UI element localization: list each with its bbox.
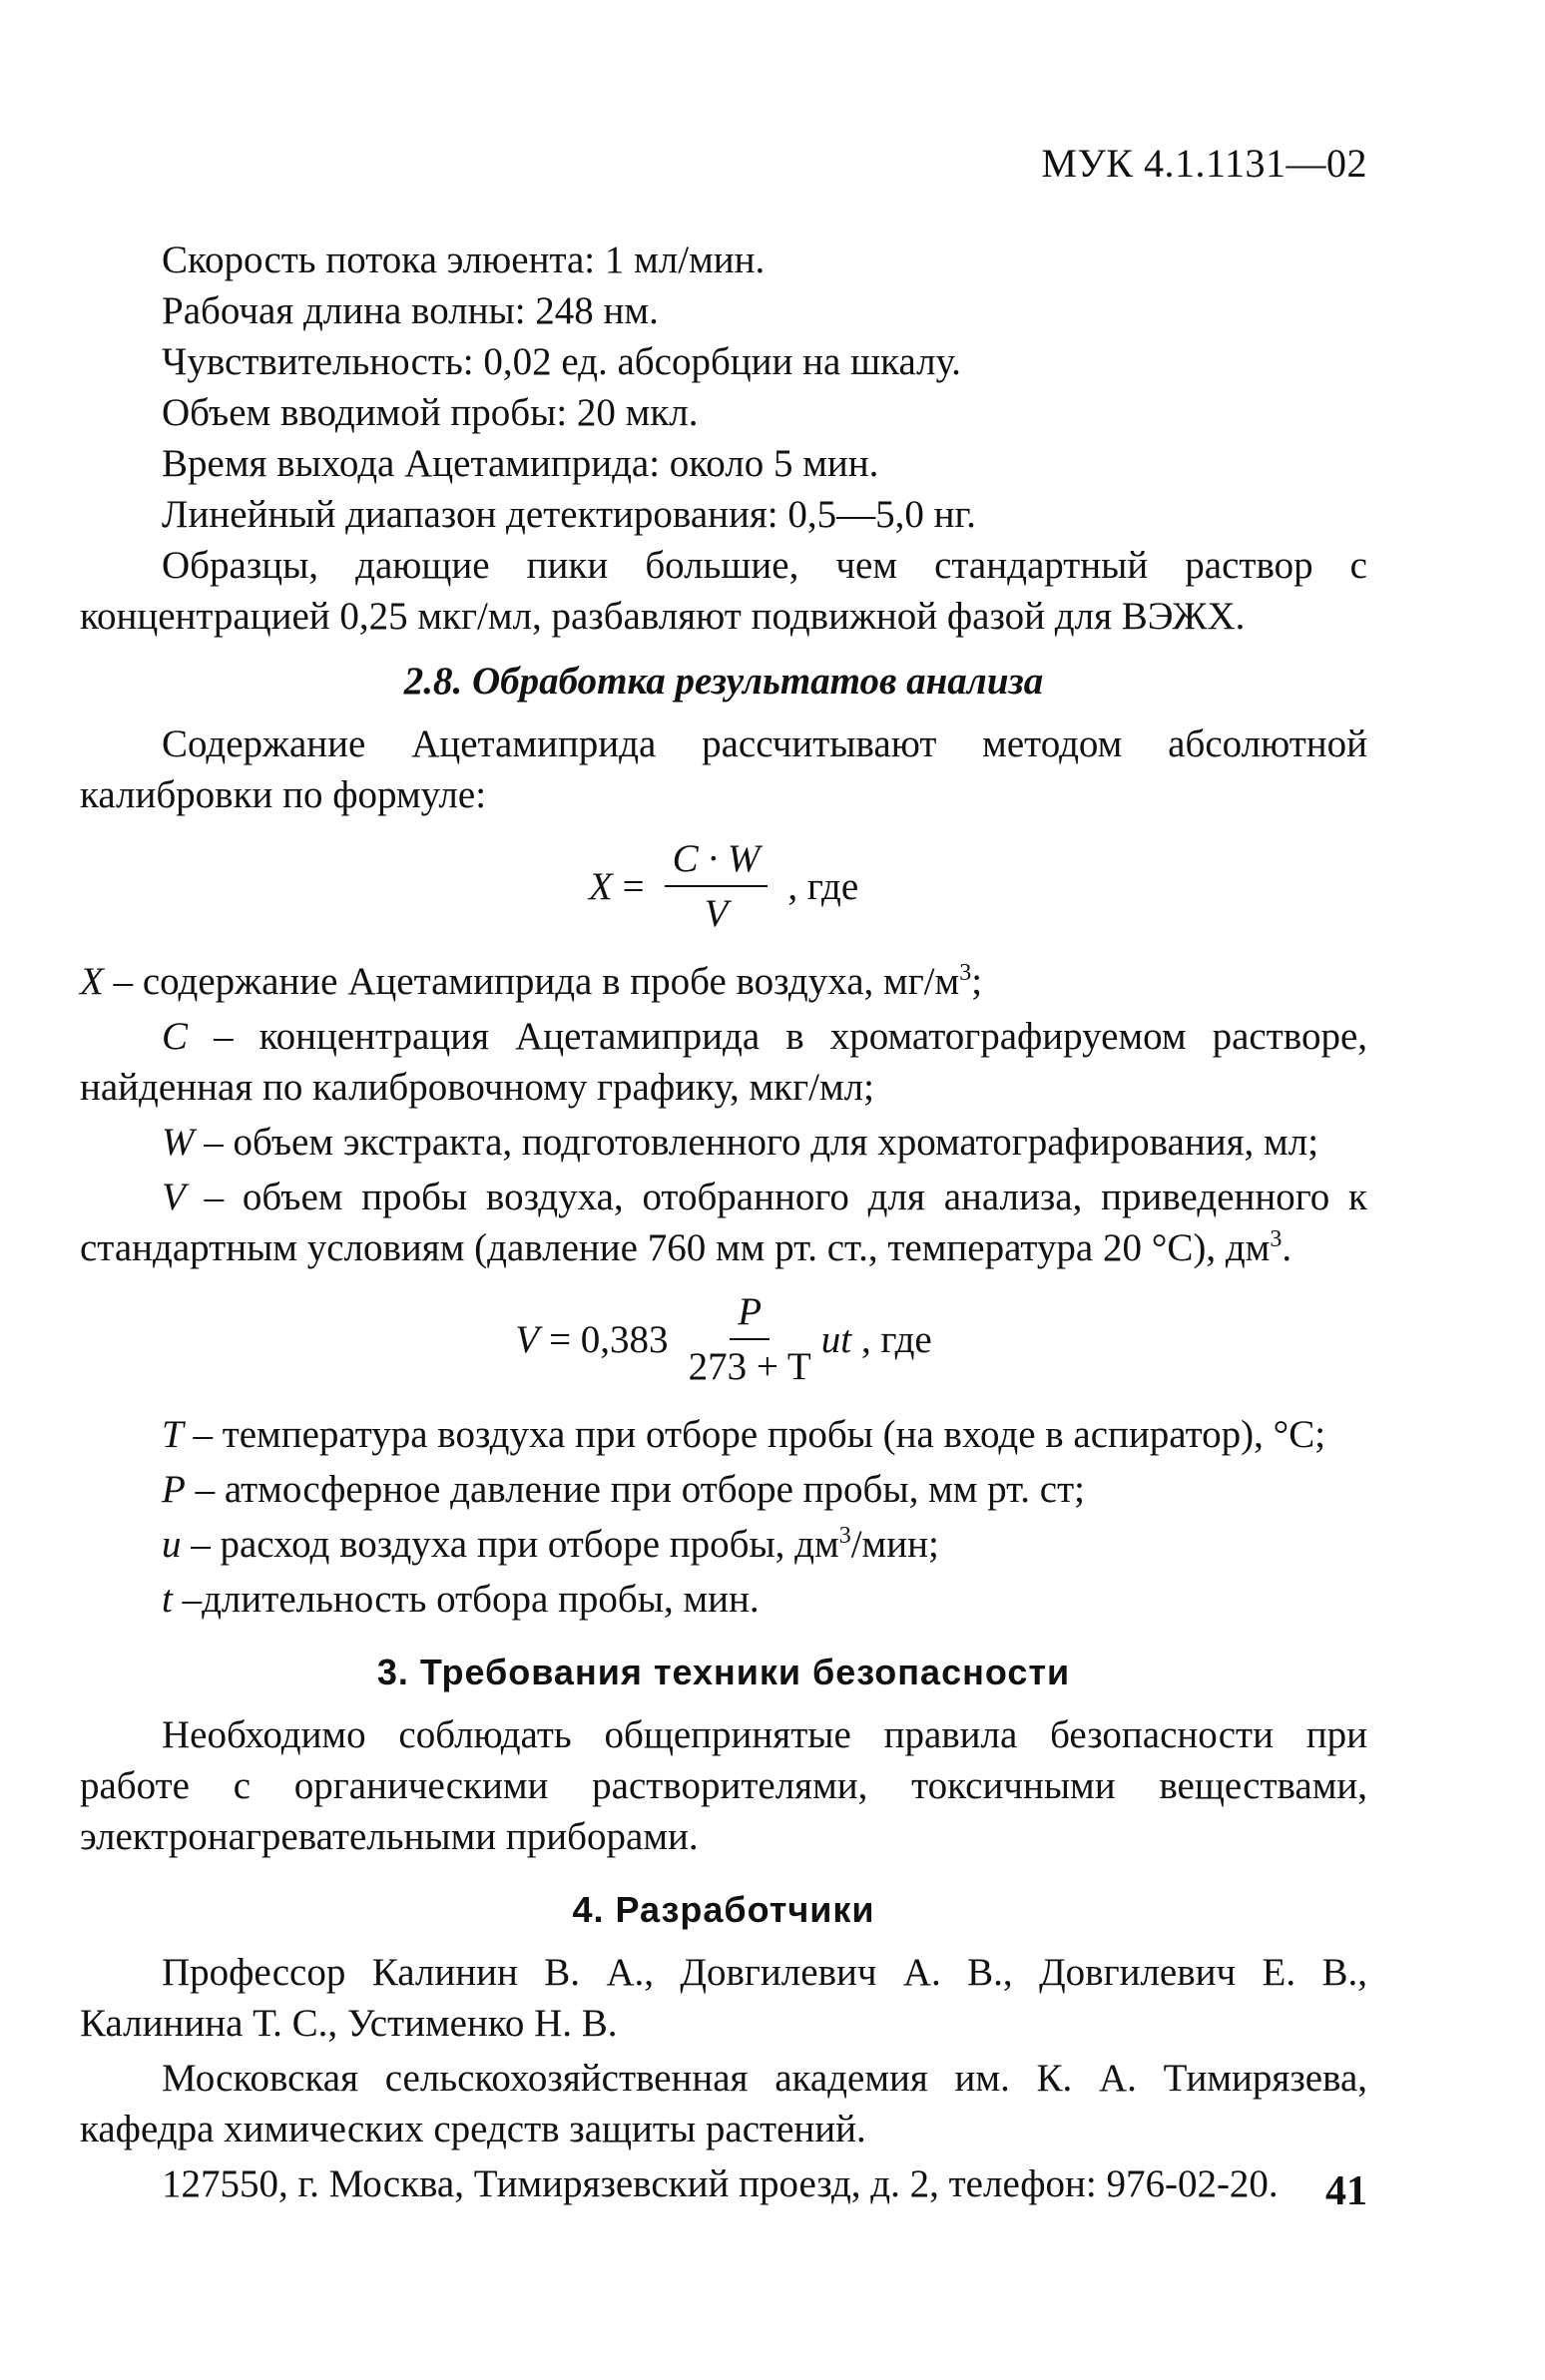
section-2-8-intro: Содержание Ацетамиприда рассчитывают методом абсолютной калибровки по формуле: [80, 722, 1367, 816]
condition-retention-time: Время выхода Ацетамиприда: около 5 мин. [162, 442, 879, 485]
definition-x-symbol: X [80, 960, 104, 1003]
definition-c-symbol: C [162, 1015, 189, 1058]
document-page [80, 0, 1367, 2380]
definition-t-duration-text: –длительность отбора пробы, мин. [172, 1578, 760, 1621]
condition-linear-range: Линейный диапазон детектирования: 0,5—5,0 нг. [162, 493, 976, 536]
formula-v-suffix: , где [861, 1317, 932, 1361]
formula-x-lhs: X [588, 864, 613, 908]
definition-c [80, 1011, 1367, 1113]
definition-t-duration [80, 1574, 1367, 1625]
definition-v-sup: 3 [1270, 1226, 1283, 1252]
formula-v-tail: ut [820, 1317, 852, 1361]
formula-v-equals: = 0,383 [549, 1317, 669, 1361]
definition-c-text: – концентрация Ацетамиприда в хроматографируемом растворе, найденная по калибровочному графику, мкг/мл; [80, 1015, 1367, 1109]
formula-v-denominator: 273 + T [688, 1345, 811, 1388]
definition-x [80, 956, 1367, 1007]
definition-w-symbol: W [162, 1121, 195, 1164]
condition-flow-rate: Скорость потока элюента: 1 мл/мин. [162, 238, 766, 281]
formula-x-suffix: , где [787, 864, 859, 908]
formula-x-fraction [665, 836, 769, 936]
definition-p-text: – атмосферное давление при отборе пробы, мм рт. ст; [185, 1468, 1085, 1511]
section-4-title: 4. Разработчики [572, 1889, 875, 1930]
condition-wavelength: Рабочая длина волны: 248 нм. [162, 289, 659, 332]
condition-sample-volume: Объем вводимой пробы: 20 мкл. [162, 391, 699, 434]
definition-x-text: – содержание Ацетамиприда в пробе воздуха, мг/м [103, 960, 960, 1003]
definition-w [80, 1117, 1367, 1168]
page-content [80, 235, 1367, 2209]
formula-x-numerator: C · W [665, 836, 769, 887]
page-number: 41 [1325, 2168, 1367, 2214]
formula-v-fraction [689, 1289, 811, 1389]
formula-v-numerator: P [730, 1289, 770, 1340]
condition-dilution-note: Образцы, дающие пики большие, чем стандартный раствор с концентрацией 0,25 мкг/мл, разбавляют подвижной фазой для ВЭЖХ. [80, 544, 1367, 638]
document-code: МУК 4.1.1131—02 [1041, 141, 1367, 186]
definition-t-text: – температура воздуха при отборе пробы (на входе в аспиратор), °С; [183, 1413, 1326, 1456]
condition-sensitivity: Чувствительность: 0,02 ед. абсорбции на шкалу. [162, 340, 961, 383]
definition-t [80, 1409, 1367, 1460]
definition-v-symbol: V [162, 1176, 186, 1218]
definition-u-sup: 3 [838, 1523, 851, 1549]
formula-v [80, 1279, 1367, 1399]
formula-v-lhs: V [515, 1317, 540, 1361]
section-4-address: 127550, г. Москва, Тимирязевский проезд, д. 2, телефон: 976-02-20. [162, 2162, 1279, 2205]
definition-u [80, 1519, 1367, 1570]
formula-x [80, 826, 1367, 946]
definition-p-symbol: P [162, 1468, 186, 1511]
definition-w-text: – объем экстракта, подготовленного для хроматографирования, мл; [194, 1121, 1319, 1164]
section-3-text: Необходимо соблюдать общепринятые правила безопасности при работе с органическими растворителями, токсичными веществами, электронагревательными приборами. [80, 1713, 1367, 1858]
definition-v-end: . [1282, 1226, 1292, 1269]
definition-u-end: /мин; [850, 1523, 939, 1566]
definition-p [80, 1464, 1367, 1515]
section-4-organization: Московская сельскохозяйственная академия им. К. А. Тимирязева, кафедра химических средств защиты растений. [80, 2057, 1367, 2150]
definition-u-symbol: u [162, 1523, 182, 1566]
definition-t-symbol: T [162, 1413, 184, 1456]
formula-x-equals: = [622, 864, 645, 908]
section-4-authors: Профессор Калинин В. А., Довгилевич А. В., Довгилевич Е. В., Калинина Т. С., Устименко Н. В. [80, 1951, 1367, 2045]
definition-v [80, 1172, 1367, 1273]
definition-u-text: – расход воздуха при отборе пробы, дм [181, 1523, 839, 1566]
definition-x-sup: 3 [959, 960, 972, 986]
section-2-8-title: 2.8. Обработка результатов анализа [403, 660, 1044, 703]
definition-x-end: ; [971, 960, 983, 1003]
definition-t-duration-symbol: t [162, 1578, 173, 1621]
definition-v-text: – объем пробы воздуха, отобранного для анализа, приведенного к стандартным условиям (давление 760 мм рт. ст., температура 20 °С), дм [80, 1176, 1367, 1269]
section-3-title: 3. Требования техники безопасности [376, 1652, 1071, 1692]
formula-x-denominator: V [704, 892, 729, 935]
